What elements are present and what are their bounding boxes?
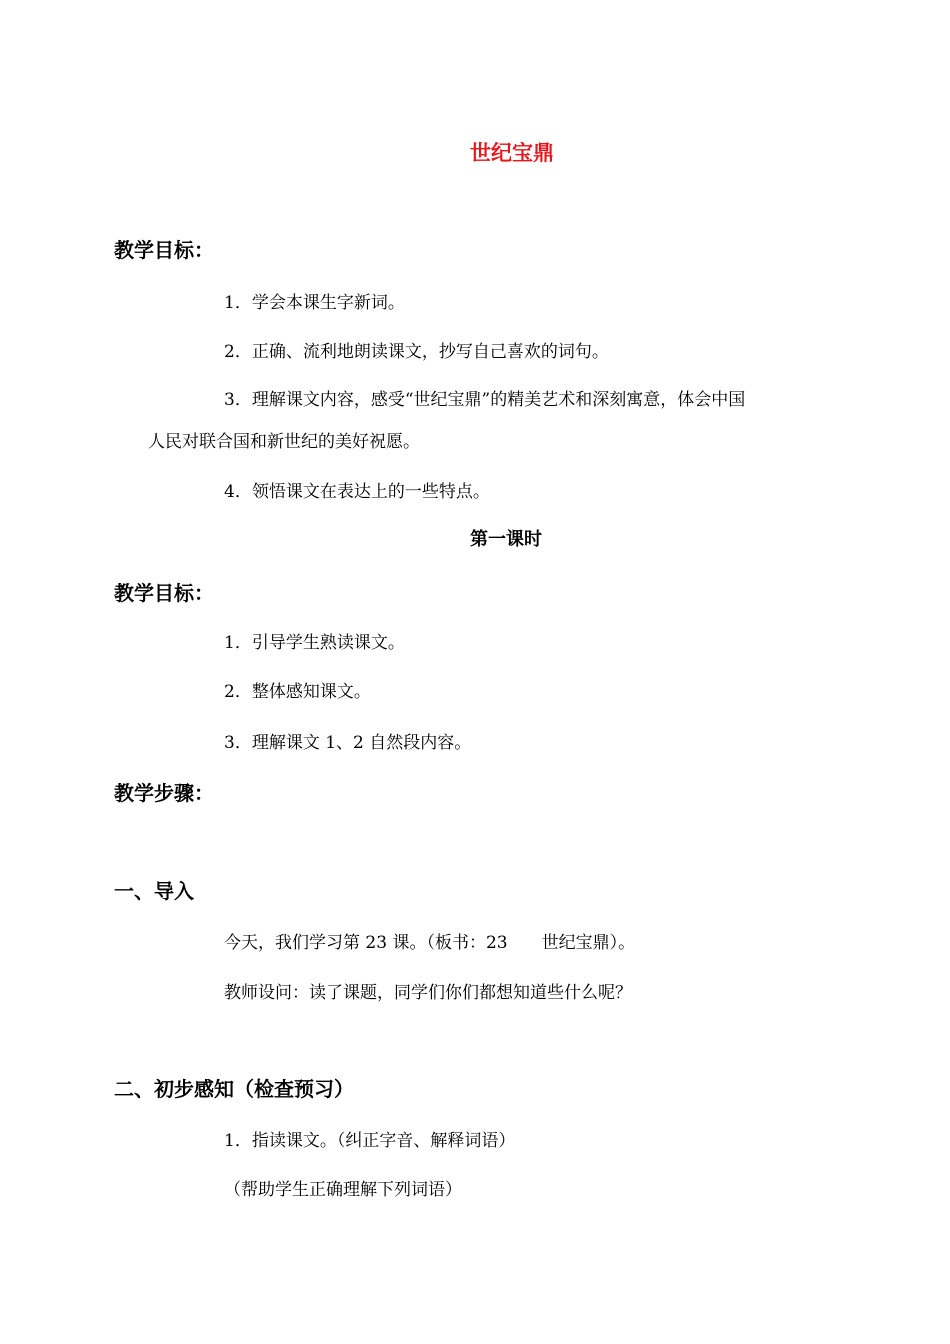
section-two-line-2: （帮助学生正确理解下列词语） [224,1180,462,1200]
lesson-one-objective-1: 1．引导学生熟读课文。 [224,633,405,653]
section-two-line-1: 1．指读课文。（纠正字音、解释词语） [224,1131,516,1151]
objective-item-4: 4．领悟课文在表达上的一些特点。 [224,482,490,502]
objective-item-3-continued: 人民对联合国和新世纪的美好祝愿。 [148,432,420,452]
section-one-heading: 一、导入 [114,879,194,903]
objective-item-1: 1．学会本课生字新词。 [224,293,405,313]
section-two-heading: 二、初步感知（检查预习） [114,1077,354,1101]
lesson-one-objective-3: 3．理解课文 1、2 自然段内容。 [224,733,472,753]
lesson-one-objective-2: 2．整体感知课文。 [224,682,371,702]
lesson-one-heading: 第一课时 [470,529,542,550]
lesson-one-objectives-heading: 教学目标： [114,581,214,605]
objective-item-2: 2．正确、流利地朗读课文，抄写自己喜欢的词句。 [224,342,609,362]
section-one-line-2: 教师设问：读了课题，同学们你们都想知道些什么呢？ [224,983,632,1003]
objective-item-3: 3．理解课文内容，感受“世纪宝鼎”的精美艺术和深刻寓意，体会中国 [224,390,746,410]
document-title: 世纪宝鼎 [470,141,554,165]
steps-heading: 教学步骤： [114,781,214,805]
objectives-heading: 教学目标： [114,238,214,262]
section-one-line-1: 今天，我们学习第 23 课。（板书：23 世纪宝鼎）。 [224,933,636,953]
